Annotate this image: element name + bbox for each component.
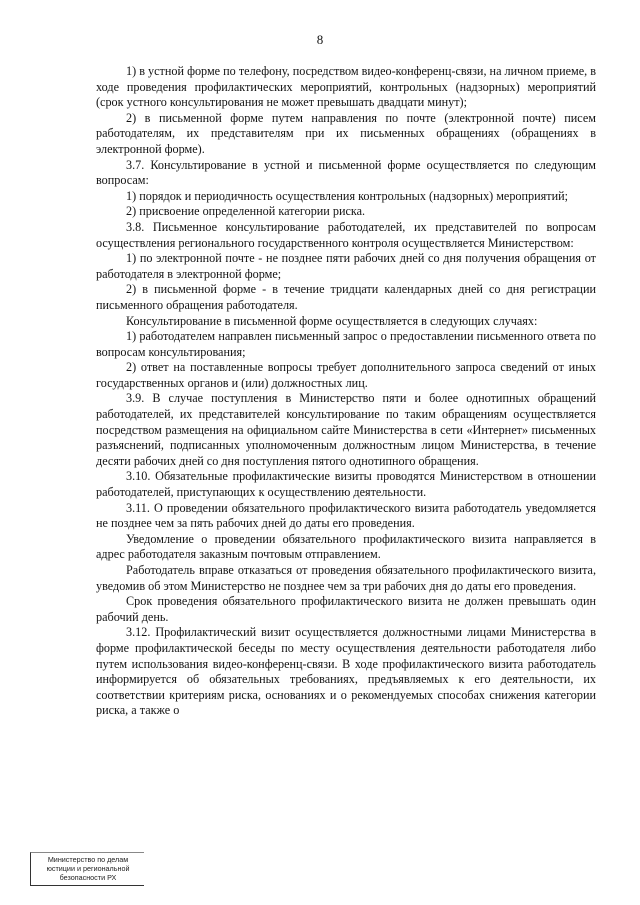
paragraph-3-12: 3.12. Профилактический визит осуществляется должностными лицами Министерства в форме профилактической беседы по месту осуществления деятельности работодателя либо путем использования видео-конференц-связи. В ходе профилактического визита работодатель информируется об обязательных требованиях, предъявляемых к его деятельности, их соответствии критериям риска, основаниях и о рекомендуемых способах снижения категории риска, а также о [96,625,596,718]
paragraph-3-7: 3.7. Консультирование в устной и письменной форме осуществляется по следующим вопросам: [96,157,596,188]
paragraph-written-case-1: 1) работодателем направлен письменный запрос о предоставлении письменного ответа по вопросам консультирования; [96,329,596,359]
paragraph-3-7-item-1: 1) порядок и периодичность осуществления контрольных (надзорных) мероприятий; [126,188,569,203]
paragraph-written-cases: Консультирование в письменной форме осуществляется в следующих случаях: [126,313,538,328]
paragraph-3-8-item-1: 1) по электронной почте - не позднее пяти рабочих дней со дня получения обращения от работодателя в электронной форме; [96,251,596,281]
stamp-line: юстиции и региональной [46,864,130,873]
paragraph-refusal: Работодатель вправе отказаться от проведения обязательного профилактического визита, уведомив об этом Министерство не позднее чем за три рабочих дня до даты его проведения. [96,563,596,593]
paragraph-duration: Срок проведения обязательного профилактического визита не должен превышать один рабочий день. [96,594,596,624]
registration-stamp [30,852,144,886]
stamp-line: Министерство по делам [47,855,129,864]
document-body [96,64,596,719]
stamp-line: безопасности РХ [59,873,117,882]
paragraph-3-9: 3.9. В случае поступления в Министерство пяти и более однотипных обращений работодателей, их представителей консультирование по таким обращениям осуществляется посредством размещения на официальном сайте Министерства в сети «Интернет» письменных разъяснений, подписанных уполномоченным должностным лицом Министерства, в течение десяти рабочих дней со дня поступления пятого однотипного обращения. [96,391,596,468]
paragraph-notification: Уведомление о проведении обязательного профилактического визита направляется в адрес работодателя заказным почтовым отправлением. [96,531,596,562]
paragraph-consult-oral: 1) в устной форме по телефону, посредством видео-конференц-связи, на личном приеме, в ходе проведения профилактических мероприятий, контрольных (надзорных) мероприятий (срок устного консультирования не может превышать двадцати минут); [96,64,596,110]
paragraph-written-case-2: 2) ответ на поставленные вопросы требует дополнительного запроса сведений от иных государственных органов и (или) должностных лиц. [96,360,596,390]
paragraph-3-10: 3.10. Обязательные профилактические визиты проводятся Министерством в отношении работодателей, приступающих к осуществлению деятельности. [96,469,596,500]
paragraph-3-11: 3.11. О проведении обязательного профилактического визита работодатель уведомляется не позднее чем за пять рабочих дней до даты его проведения. [96,500,596,531]
paragraph-3-7-item-2: 2) присвоение определенной категории риска. [126,204,366,219]
paragraph-3-8-item-2: 2) в письменной форме - в течение тридцати календарных дней со дня регистрации письменного обращения работодателя. [96,282,596,312]
paragraph-consult-written: 2) в письменной форме путем направления по почте (электронной почте) писем работодателям, их представителям при их письменных обращениях (обращениях в электронной форме). [96,110,596,156]
paragraph-3-8: 3.8. Письменное консультирование работодателей, их представителей по вопросам осуществления регионального государственного контроля осуществляется Министерством: [96,219,596,250]
page-number: 8 [316,32,324,47]
